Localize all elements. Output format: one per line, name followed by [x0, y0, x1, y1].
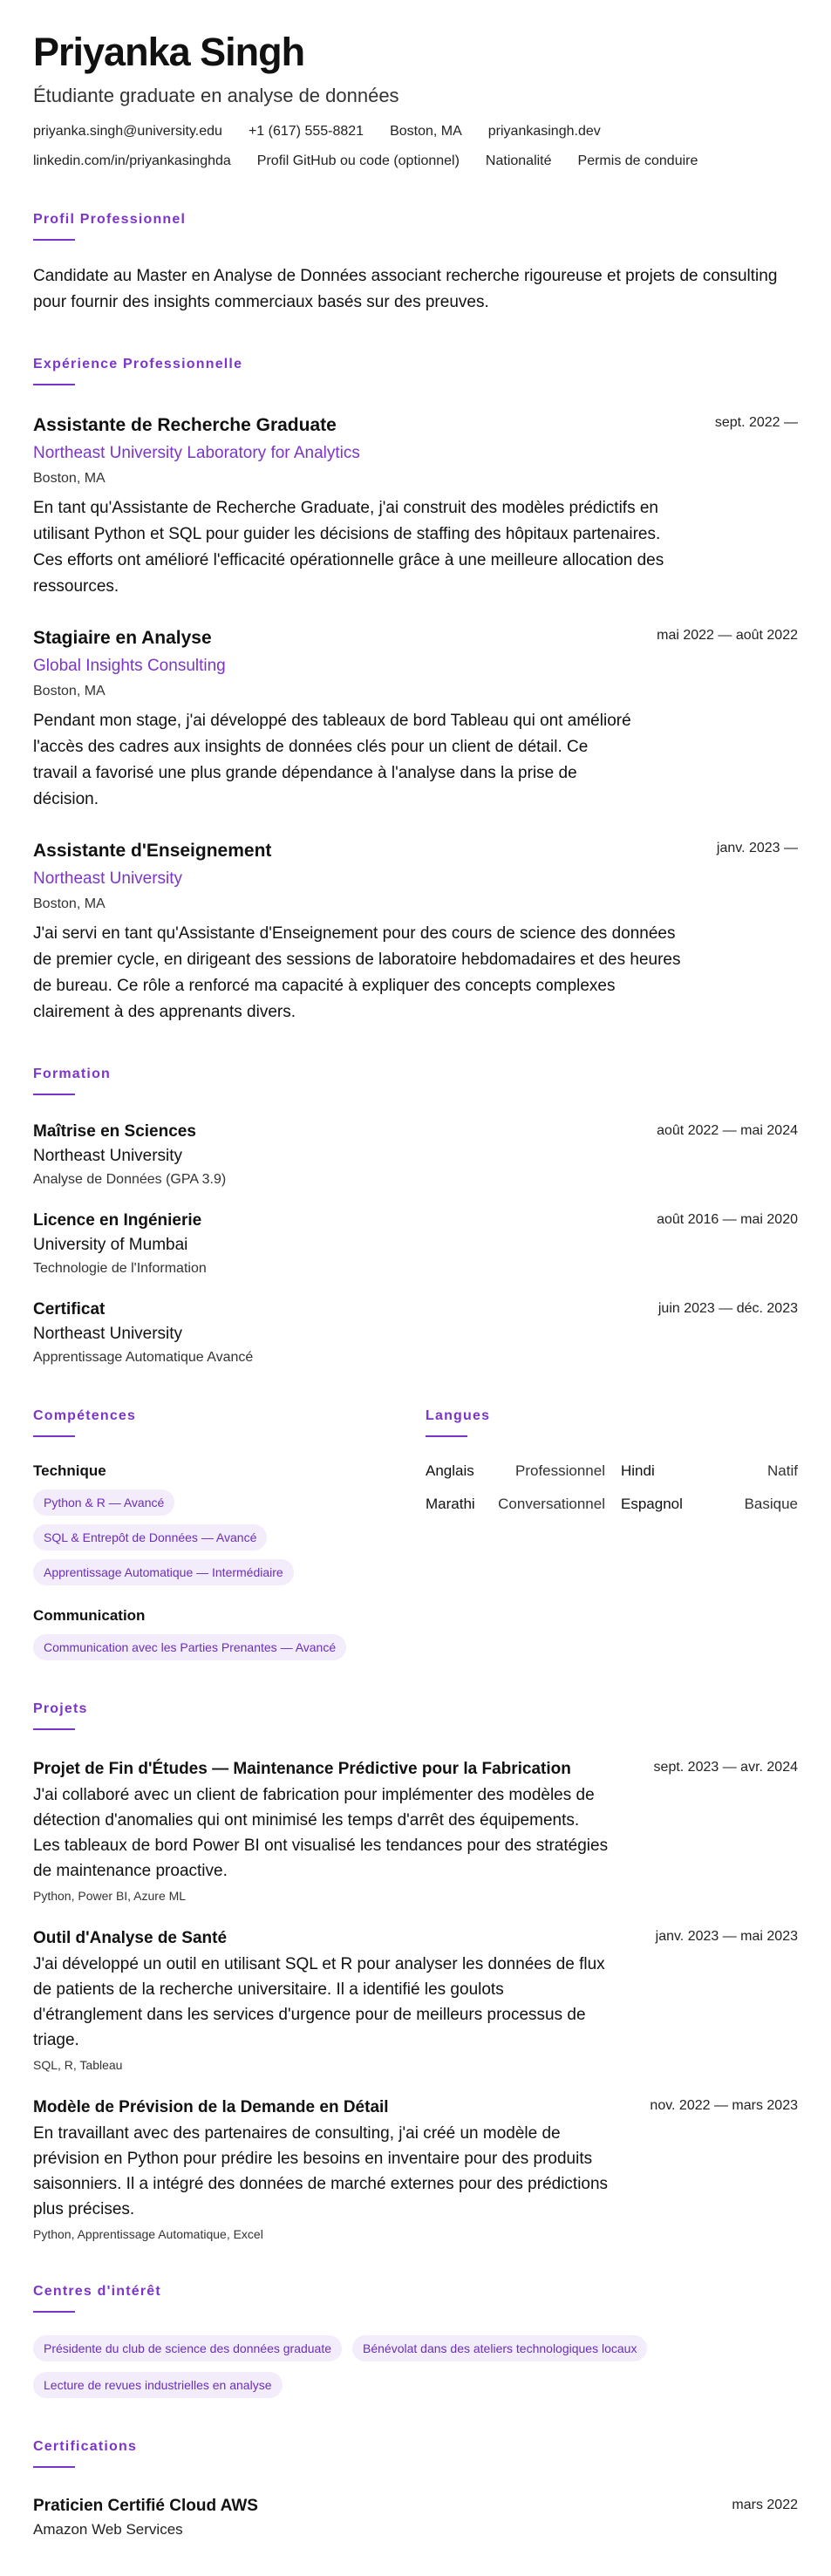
skill-group-title: Communication [33, 1607, 146, 1624]
section-divider [33, 2466, 75, 2468]
contact-nationality: Nationalité [485, 153, 552, 168]
education-degree: Certificat [33, 1300, 106, 1319]
skills-section [33, 1407, 426, 1660]
language-level: Conversationnel [498, 1496, 605, 1512]
projects-section [33, 1700, 798, 2243]
education-date: août 2016 — mai 2020 [657, 1212, 798, 1227]
experience-description: En tant qu'Assistante de Recherche Graduate, j'ai construit des modèles prédictifs en utilisant Python et SQL pour guider les décisions de staffing des hôpitaux partenaires. Ces efforts ont amélioré l'efficacité opérationnelle grâce à une meilleure allocation des ressources. [33, 499, 664, 596]
education-entry [33, 1299, 798, 1367]
candidate-subtitle: Étudiante graduate en analyse de données [33, 85, 399, 106]
interest-tag: Bénévolat dans des ateliers technologiques locaux [352, 2335, 647, 2361]
language-name: Hindi [621, 1462, 655, 1479]
section-divider [33, 239, 75, 241]
skill-tags [33, 1559, 426, 1585]
candidate-name: Priyanka Singh [33, 30, 305, 74]
project-entry [33, 1758, 798, 1905]
skill-tag: Apprentissage Automatique — Intermédiaire [33, 1559, 294, 1585]
project-description: J'ai développé un outil en utilisant SQL et R pour analyser les données de flux de patients de la recherche universitaire. Il a identifié les goulots d'étranglement dans les services d'urgence pour de meilleurs processus de triage. [33, 1955, 605, 2049]
language-level: Natif [767, 1462, 798, 1479]
language-name: Marathi [426, 1496, 475, 1512]
project-title: Outil d'Analyse de Santé [33, 1929, 228, 1947]
section-divider [33, 2311, 75, 2313]
education-school: University of Mumbai [33, 1236, 188, 1254]
project-entry [33, 1927, 798, 2074]
certification-entry [33, 2496, 798, 2539]
education-detail: Technologie de l'Information [33, 1261, 207, 1276]
project-date: janv. 2023 — mai 2023 [655, 1929, 798, 1944]
profile-summary: Candidate au Master en Analyse de Données associant recherche rigoureuse et projets de consulting pour fournir des insights commerciaux basés sur des preuves. [33, 267, 778, 311]
skill-tag: Communication avec les Parties Prenantes — Avancé [33, 1634, 346, 1660]
experience-entry [33, 413, 798, 600]
skill-tags [33, 1524, 426, 1550]
contact-website[interactable]: priyankasingh.dev [487, 124, 601, 139]
experience-description: J'ai servi en tant qu'Assistante d'Enseignement pour des cours de science des données de premier cycle, en dirigeant des sessions de laboratoire hebdomadaires et des heures de bureau. Ce rôle a renforcé ma capacité à expliquer des concepts complexes clairement à des apprenants divers. [33, 924, 681, 1021]
skill-tags [33, 1489, 426, 1516]
language-level: Professionnel [514, 1462, 605, 1479]
experience-description: Pendant mon stage, j'ai développé des tableaux de bord Tableau qui ont amélioré l'accès des cadres aux insights de données clés pour un client de détail. Ce travail a favorisé une plus grande dépendance à l'analyse dans la prise de décision. [33, 712, 631, 808]
experience-date: sept. 2022 — [714, 415, 798, 430]
section-title-education: Formation [33, 1067, 112, 1081]
education-date: juin 2023 — déc. 2023 [657, 1301, 798, 1316]
contact-driving-license: Permis de conduire [577, 153, 698, 168]
contact-row-primary [33, 122, 798, 141]
certification-date: mars 2022 [732, 2498, 798, 2512]
education-detail: Apprentissage Automatique Avancé [33, 1350, 254, 1365]
project-title: Projet de Fin d'Études — Maintenance Prédictive pour la Fabrication [33, 1760, 571, 1778]
languages-grid [426, 1462, 798, 1514]
project-description: J'ai collaboré avec un client de fabrication pour implémenter des modèles de détection d'anomalies qui ont minimisé les temps d'arrêt des équipements. Les tableaux de bord Power BI ont visualisé les tendances pour des stratégies de maintenance proactive. [33, 1786, 609, 1880]
interests-section [33, 2283, 798, 2398]
project-entry [33, 2096, 798, 2243]
section-divider [33, 1094, 75, 1095]
skill-group-title: Technique [33, 1462, 106, 1479]
skill-tag: SQL & Entrepôt de Données — Avancé [33, 1524, 267, 1550]
experience-role: Stagiaire en Analyse [33, 628, 212, 648]
education-section [33, 1066, 798, 1367]
project-description: En travaillant avec des partenaires de consulting, j'ai créé un modèle de prévision en Python pour prédire les besoins en inventaire pour des produits saisonniers. Il a intégré des données de marché externes pour des prédictions plus précises. [33, 2124, 609, 2218]
section-title-certifications: Certifications [33, 2439, 138, 2454]
language-level: Basique [744, 1496, 798, 1512]
project-date: nov. 2022 — mars 2023 [650, 2098, 798, 2113]
section-title-profile: Profil Professionnel [33, 212, 187, 227]
education-school: Northeast University [33, 1325, 183, 1343]
skills-languages-row [33, 1407, 798, 1660]
experience-role: Assistante de Recherche Graduate [33, 415, 337, 435]
education-degree: Licence en Ingénierie [33, 1211, 202, 1230]
experience-section [33, 356, 798, 1026]
project-technologies: Python, Power BI, Azure ML [33, 1889, 187, 1903]
experience-entry [33, 839, 798, 1026]
experience-date: janv. 2023 — [716, 841, 798, 855]
experience-location: Boston, MA [33, 896, 106, 911]
experience-location: Boston, MA [33, 471, 106, 486]
experience-company: Northeast University [33, 869, 183, 888]
language-name: Anglais [426, 1462, 474, 1479]
contact-row-secondary [33, 152, 798, 171]
education-degree: Maîtrise en Sciences [33, 1122, 196, 1141]
skill-tags [33, 1634, 426, 1660]
education-entry [33, 1121, 798, 1189]
languages-section [426, 1407, 798, 1660]
certifications-section [33, 2438, 798, 2539]
section-divider [33, 384, 75, 385]
project-title: Modèle de Prévision de la Demande en Détail [33, 2098, 389, 2116]
section-divider [33, 1728, 75, 1730]
contact-github[interactable]: Profil GitHub ou code (optionnel) [256, 153, 460, 168]
project-technologies: Python, Apprentissage Automatique, Excel [33, 2227, 263, 2241]
section-title-skills: Compétences [33, 1408, 137, 1423]
skill-tag: Python & R — Avancé [33, 1489, 174, 1516]
interest-tags [33, 2335, 748, 2398]
contact-phone[interactable]: +1 (617) 555-8821 [248, 124, 364, 139]
section-divider [426, 1435, 467, 1437]
language-name: Espagnol [621, 1496, 683, 1512]
interest-tag: Présidente du club de science des données graduate [33, 2335, 342, 2361]
education-detail: Analyse de Données (GPA 3.9) [33, 1172, 227, 1187]
contact-location: Boston, MA [390, 124, 462, 139]
interest-tag: Lecture de revues industrielles en analyse [33, 2372, 283, 2398]
section-title-languages: Langues [426, 1408, 491, 1423]
section-title-projects: Projets [33, 1701, 88, 1716]
certification-name: Praticien Certifié Cloud AWS [33, 2497, 258, 2515]
experience-location: Boston, MA [33, 684, 106, 699]
certification-issuer: Amazon Web Services [33, 2521, 183, 2538]
education-school: Northeast University [33, 1147, 183, 1165]
section-title-experience: Expérience Professionnelle [33, 357, 243, 371]
experience-entry [33, 626, 798, 813]
resume-header [33, 30, 798, 171]
contact-email[interactable]: priyanka.singh@university.edu [33, 124, 222, 139]
experience-role: Assistante d'Enseignement [33, 841, 272, 861]
education-entry [33, 1210, 798, 1278]
project-technologies: SQL, R, Tableau [33, 2058, 123, 2072]
experience-company: Northeast University Laboratory for Analytics [33, 444, 360, 462]
experience-date: mai 2022 — août 2022 [657, 628, 798, 643]
project-date: sept. 2023 — avr. 2024 [653, 1760, 798, 1775]
education-date: août 2022 — mai 2024 [657, 1123, 798, 1138]
section-title-interests: Centres d'intérêt [33, 2284, 161, 2299]
profile-section [33, 211, 798, 316]
contact-linkedin[interactable]: linkedin.com/in/priyankasinghda [33, 153, 231, 168]
section-divider [33, 1435, 75, 1437]
experience-company: Global Insights Consulting [33, 657, 226, 675]
